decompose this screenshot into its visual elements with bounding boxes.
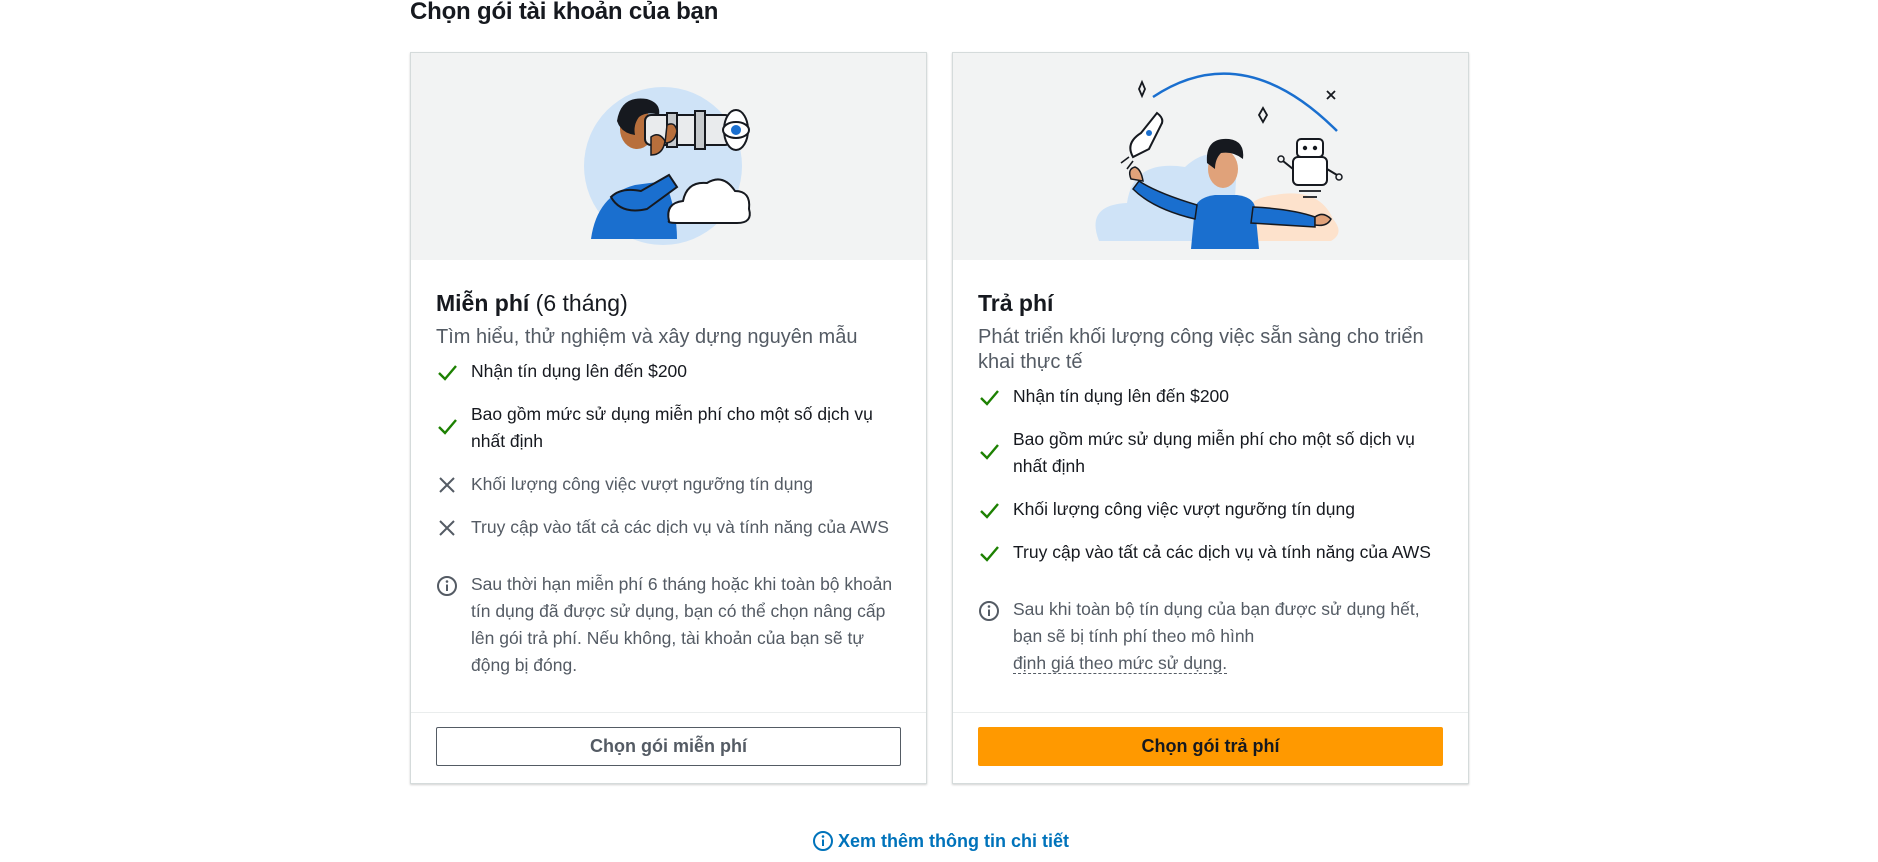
info-icon (812, 830, 834, 852)
feature-item: Bao gồm mức sử dụng miễn phí cho một số dịch vụ nhất định (978, 426, 1443, 480)
check-icon (436, 415, 458, 437)
more-info-link[interactable] (812, 830, 1069, 852)
feature-item: Khối lượng công việc vượt ngưỡng tín dụng (978, 496, 1443, 523)
free-plan-illustration (411, 53, 926, 260)
check-icon (436, 361, 458, 383)
paid-plan-card (952, 52, 1469, 784)
feature-item: Bao gồm mức sử dụng miễn phí cho một số dịch vụ nhất định (436, 401, 901, 455)
plan-note: Sau thời hạn miễn phí 6 tháng hoặc khi toàn bộ khoản tín dụng đã được sử dụng, bạn có thể chọn nâng cấp lên gói trả phí. Nếu không, tài khoản của bạn sẽ tự động bị đóng. (436, 571, 901, 679)
plan-name: Miễn phí (6 tháng) (436, 290, 628, 316)
plan-note: Sau khi toàn bộ tín dụng của bạn được sử dụng hết, bạn sẽ bị tính phí theo mô hình định giá theo mức sử dụng. (978, 596, 1443, 677)
choose-paid-plan-button[interactable]: Chọn gói trả phí (978, 727, 1443, 766)
info-icon (436, 575, 458, 597)
feature-item: Nhận tín dụng lên đến $200 (436, 358, 901, 385)
more-info-label: Xem thêm thông tin chi tiết (838, 830, 1070, 851)
free-plan-card (410, 52, 927, 784)
info-icon (978, 600, 1000, 622)
check-icon (978, 542, 1000, 564)
feature-item: Khối lượng công việc vượt ngưỡng tín dụng (436, 471, 901, 498)
feature-item: Truy cập vào tất cả các dịch vụ và tính năng của AWS (436, 514, 901, 541)
feature-list (978, 383, 1443, 566)
plan-description: Tìm hiểu, thử nghiệm và xây dựng nguyên mẫu (436, 326, 858, 348)
check-icon (978, 386, 1000, 408)
usage-pricing-link[interactable]: định giá theo mức sử dụng. (1013, 653, 1228, 673)
page-title: Chọn gói tài khoản của bạn (410, 0, 719, 25)
feature-list (436, 358, 901, 541)
plan-name: Trả phí (978, 290, 1054, 316)
feature-item: Nhận tín dụng lên đến $200 (978, 383, 1443, 410)
choose-free-plan-button[interactable]: Chọn gói miễn phí (436, 727, 901, 766)
x-icon (436, 474, 458, 496)
feature-item: Truy cập vào tất cả các dịch vụ và tính năng của AWS (978, 539, 1443, 566)
card-footer (411, 712, 926, 783)
paid-plan-illustration (953, 53, 1468, 260)
check-icon (978, 499, 1000, 521)
plan-description: Phát triển khối lượng công việc sẵn sàng cho triển khai thực tế (978, 326, 1424, 373)
x-icon (436, 517, 458, 539)
check-icon (978, 440, 1000, 462)
card-footer (953, 712, 1468, 783)
